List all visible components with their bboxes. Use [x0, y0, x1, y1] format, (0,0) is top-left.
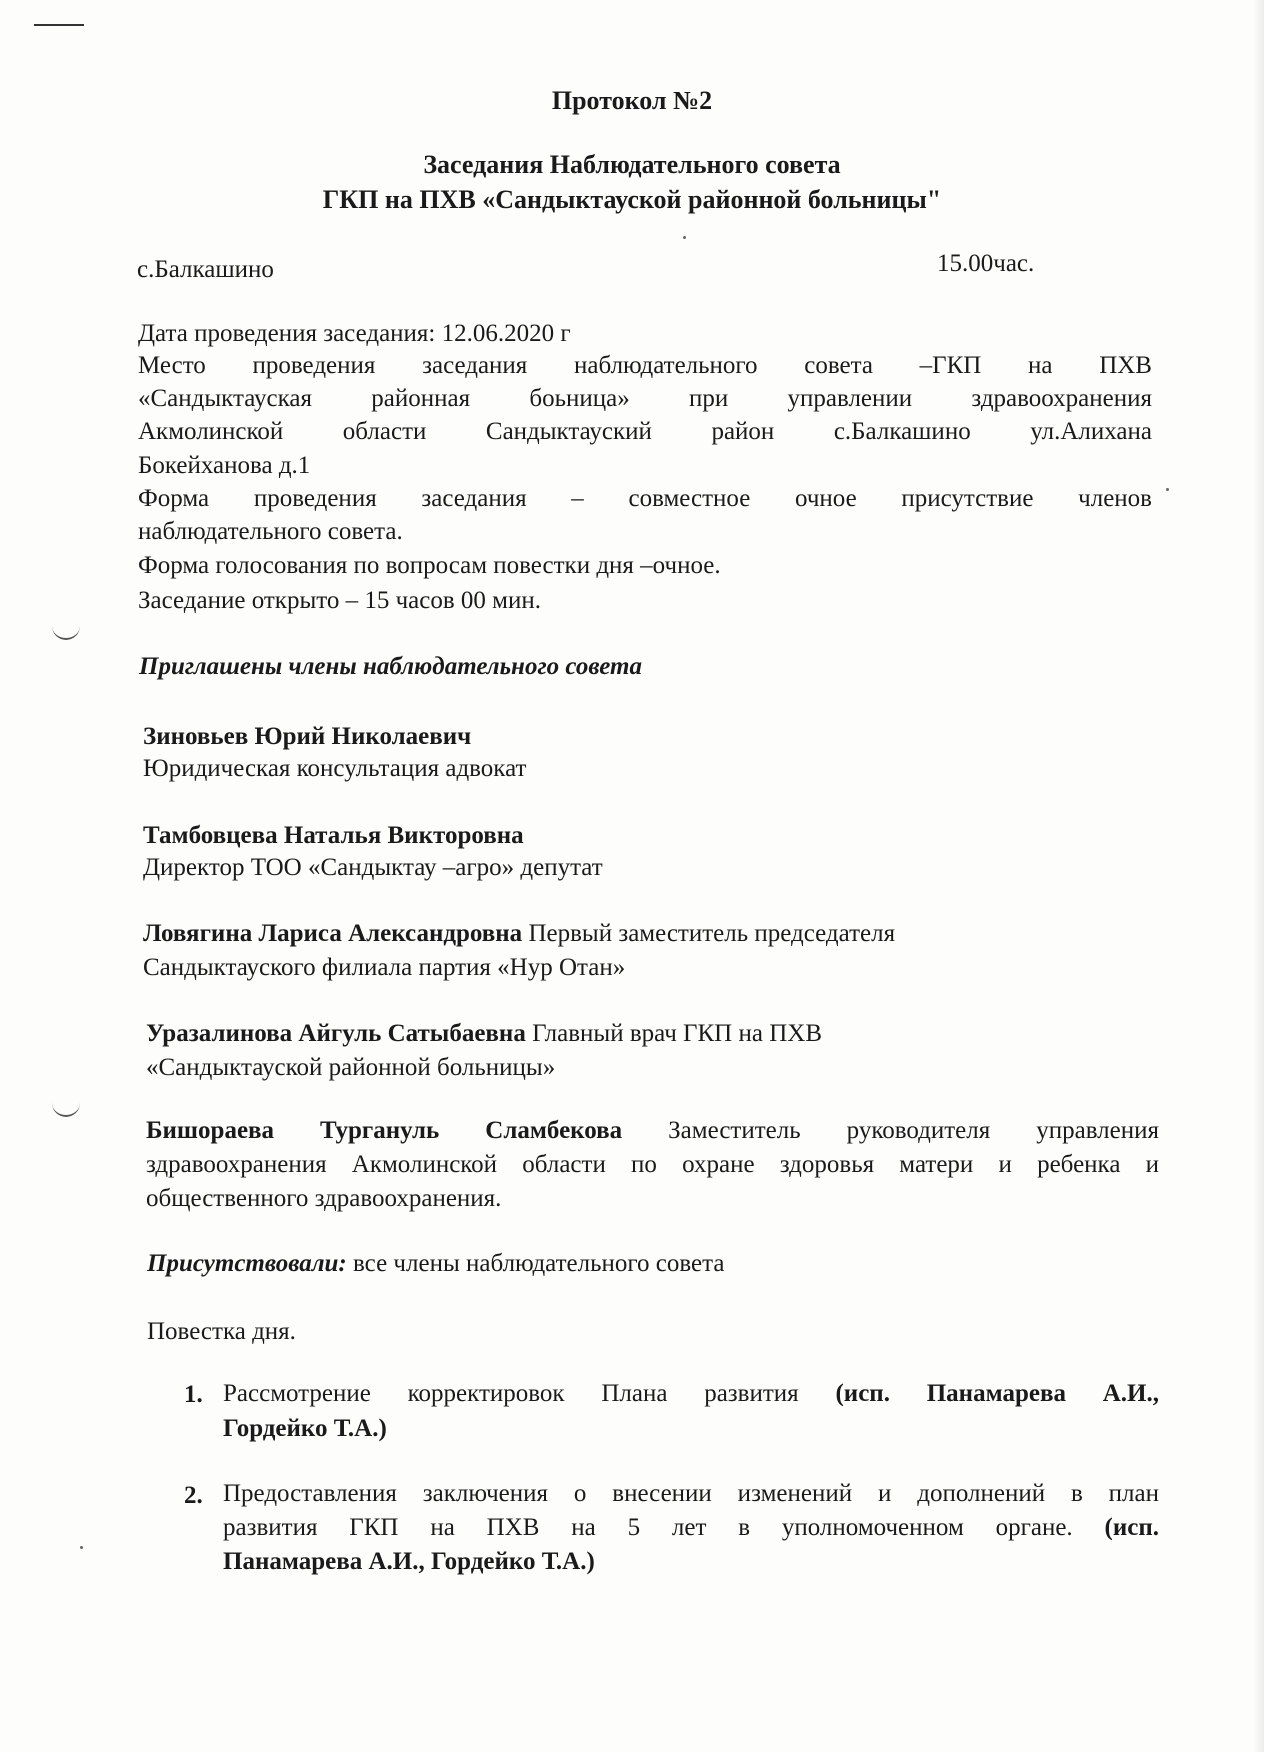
agenda-item-1-line-1 [223, 1380, 1159, 1408]
agenda-item-2-line-3: Панамарева А.И., Гордейко Т.А.) [223, 1548, 595, 1575]
member-5-role-cont-1: здравоохранения Акмолинской области по охране здоровья матери и ребенка и [146, 1151, 1159, 1178]
member-5-name: Бишораева Тургануль Сламбекова [146, 1117, 623, 1144]
present-label: Присутствовали: [147, 1250, 347, 1277]
agenda-item-2-text: развития ГКП на ПХВ на 5 лет в уполномоченном органе. [223, 1514, 1105, 1541]
member-3 [143, 920, 895, 948]
agenda-item-2-line-1: Предоставления заключения о внесении изменений и дополнений в план [223, 1480, 1159, 1507]
voting-form: Форма голосования по вопросам повестки дня –очное. [138, 552, 721, 579]
agenda-heading: Повестка дня. [147, 1318, 296, 1345]
member-5-role: Заместитель руководителя управления [622, 1117, 1159, 1144]
agenda-item-1-line-2: Гордейко Т.А.) [223, 1415, 387, 1442]
member-3-name: Ловягина Лариса Александровна [143, 920, 523, 947]
venue-line-1: Место проведения заседания наблюдательного совета –ГКП на ПХВ [138, 352, 1152, 379]
agenda-item-2-number: 2. [184, 1482, 203, 1509]
document-title: Протокол №2 [551, 86, 713, 115]
member-4-role: Главный врач ГКП на ПХВ [525, 1020, 822, 1047]
place-text: с.Балкашино [137, 256, 274, 283]
member-1-name: Зиновьев Юрий Николаевич [143, 723, 472, 750]
punch-hole-mark [52, 624, 80, 640]
invited-heading: Приглашены члены наблюдательного совета [139, 653, 642, 680]
member-5 [146, 1117, 1159, 1145]
meeting-date: Дата проведения заседания: 12.06.2020 г [138, 320, 571, 347]
scan-speck [80, 1546, 83, 1549]
agenda-item-2-line-2 [223, 1514, 1159, 1542]
member-3-role: Первый заместитель председателя [522, 920, 896, 947]
punch-hole-mark [52, 1101, 80, 1117]
member-1-role: Юридическая консультация адвокат [143, 755, 527, 782]
form-line-1: Форма проведения заседания – совместное очное присутствие членов [138, 485, 1152, 512]
agenda-item-1-executors: (исп. Панамарева А.И., [835, 1380, 1159, 1407]
venue-line-3: Акмолинской области Сандыктауский район с.Балкашино ул.Алихана [138, 418, 1152, 445]
member-5-role-cont-2: общественного здравоохранения. [146, 1185, 502, 1212]
agenda-item-2-executors: (исп. [1104, 1514, 1159, 1541]
member-4-name: Уразалинова Айгуль Сатыбаевна [146, 1020, 526, 1047]
present-text: все члены наблюдательного совета [346, 1250, 725, 1277]
form-line-2: наблюдательного совета. [138, 518, 403, 545]
time-text: 15.00час. [937, 250, 1035, 277]
meeting-opened: Заседание открыто – 15 часов 00 мин. [138, 587, 541, 614]
document-subtitle-2: ГКП на ПХВ «Сандыктауской районной больницы" [322, 185, 942, 214]
scan-mark [34, 24, 84, 26]
member-2-role: Директор ТОО «Сандыктау –агро» депутат [143, 854, 603, 881]
scan-speck [683, 236, 686, 239]
present-line [147, 1250, 724, 1278]
member-4 [146, 1020, 822, 1048]
member-2-name: Тамбовцева Наталья Викторовна [143, 822, 524, 849]
document-subtitle-1: Заседания Наблюдательного совета [423, 150, 841, 179]
member-4-role-cont: «Сандыктауской районной больницы» [146, 1054, 556, 1081]
scan-edge-shadow [1254, 0, 1264, 1752]
member-3-role-cont: Сандыктауского филиала партия «Нур Отан» [143, 954, 626, 981]
agenda-item-1-number: 1. [184, 1381, 203, 1408]
scan-speck [1166, 488, 1169, 491]
agenda-item-1-text: Рассмотрение корректировок Плана развития [223, 1380, 836, 1407]
venue-line-4: Бокейханова д.1 [138, 452, 311, 479]
venue-line-2: «Сандыктауская районная бoьница» при управлении здравоохранения [138, 385, 1152, 412]
